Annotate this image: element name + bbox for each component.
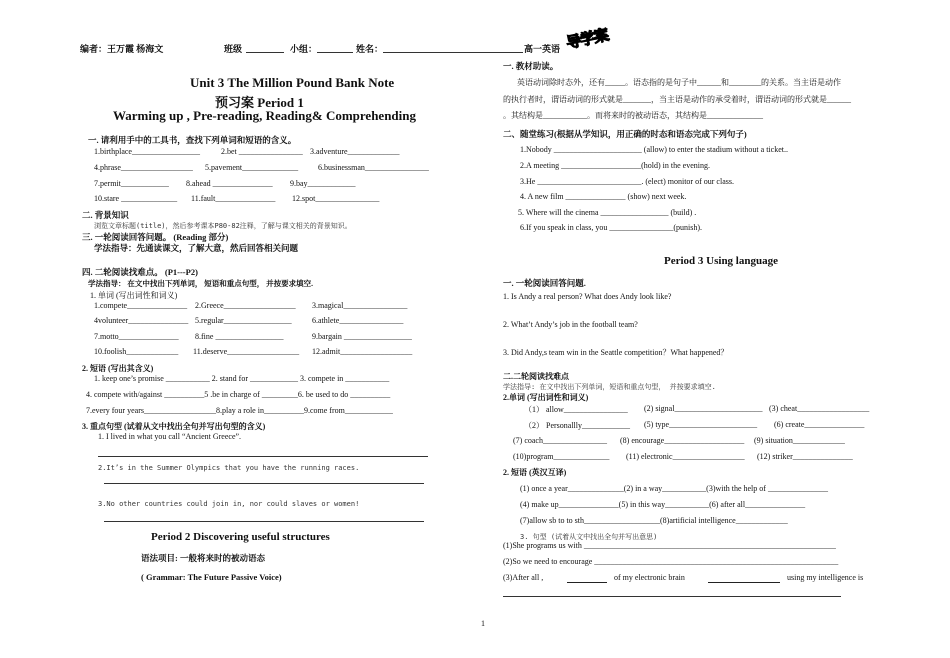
p3-words-title: 2.单词 (写出词性和词义) xyxy=(503,393,589,402)
s1-row2-col1: 4.phrase__________________ xyxy=(94,163,193,172)
period2-grammar: ( Grammar: The Future Passive Voice) xyxy=(141,572,282,582)
page-number: 1 xyxy=(481,619,485,628)
course-label: 高一英语 xyxy=(524,44,561,54)
p3-w-r2c2: (5) type______________________ xyxy=(644,420,758,429)
p3-phrases-row3: (7)allow sb to to sth___________________(8)artificial intelligence_____________ xyxy=(520,516,788,525)
name-field-line xyxy=(383,52,523,53)
s1-row2-col3: 6.businessman________________ xyxy=(318,163,429,172)
r-section1-line2: 的执行者时，谓语动词的形式就是_______，当主语是动作的承受着时，谓语动词的形式就是______ xyxy=(503,95,851,104)
answer-line xyxy=(503,596,841,597)
period3-title: Period 3 Using language xyxy=(664,255,778,267)
r-section1-heading: 一. 教材助读。 xyxy=(503,61,559,71)
p3-w-r3c1: (7) coach________________ xyxy=(513,436,607,445)
s4-w-r3c2: 8.fine _________________ xyxy=(195,332,284,341)
authors-label: 编者：王万霞 杨海文 xyxy=(80,44,164,54)
s4-sentence-3: 3.No other countries could join in, nor could slaves or women! xyxy=(98,500,360,508)
r-section1-line3: 。其结构是___________。而将来时的被动语态，其结构是______________ xyxy=(503,111,763,120)
stamp-logo: 导学案 xyxy=(564,25,610,53)
p3-question-1: 1. Is Andy a real person? What does Andy look like? xyxy=(503,292,672,301)
s4-w-r2c1: 4volunteer_______________ xyxy=(94,316,189,325)
p3-section2-heading: 二.二轮阅读找难点 xyxy=(503,372,569,381)
r-section1-line1: 英语动词除时态外，还有_____。语态指的是句子中______和________的关系。当主语是动作 xyxy=(517,78,841,87)
p3-sentence-3-part2: of my electronic brain xyxy=(614,573,685,582)
s4-phrases-row3: 7.every four years__________________8.play a role in__________9.come from____________ xyxy=(86,406,393,415)
p3-sentences-title: 3. 句型 (试着从文中找出全句并写出意思) xyxy=(520,533,658,541)
s1-row3-col1: 7.permit____________ xyxy=(94,179,169,188)
class-field-line xyxy=(246,52,284,53)
s4-w-r2c2: 5.regular_________________ xyxy=(195,316,292,325)
section2-text: 浏览文章标题(title)，然后参考课本P80-82注释，了解与课文相关的背景知识。 xyxy=(94,222,352,230)
r2-item-5: 5. Where will the cinema _________________ (build) . xyxy=(518,208,697,217)
period1-subtitle: Warming up , Pre-reading, Reading& Comprehending xyxy=(113,108,416,123)
s4-w-r1c2: 2.Greece__________________ xyxy=(195,301,296,310)
s4-sentence-2: 2.It’s in the Summer Olympics that you have the running races. xyxy=(98,464,360,472)
section4-guide: 学法指导： 在文中找出下列单词， 短语和重点句型， 并按要求填空. xyxy=(88,279,313,288)
s4-w-r1c1: 1.compete_______________ xyxy=(94,301,188,310)
blank-line xyxy=(567,573,607,583)
p3-section1-heading: 一. 一轮阅读回答问题. xyxy=(503,278,586,288)
section1-heading: 一. 请利用手中的工具书，查找下列单词和短语的含义。 xyxy=(88,135,297,145)
answer-line xyxy=(104,483,424,484)
s1-row2-col2: 5.pavement______________ xyxy=(205,163,299,172)
group-field-line xyxy=(317,52,353,53)
s1-row4-col2: 11.fault_______________ xyxy=(191,194,276,203)
p3-phrases-row2: (4) make up_______________(5) in this way___________(6) after all_______________ xyxy=(520,500,806,509)
class-label: 班级 xyxy=(224,44,243,54)
s1-row1-col2: 2.bet ________________ xyxy=(221,147,303,156)
s4-w-r4c1: 10.foolish_____________ xyxy=(94,347,179,356)
p3-w-r1c1: （1） allow________________ xyxy=(524,405,628,414)
p3-w-r3c2: (8) encourage____________________ xyxy=(620,436,745,445)
p3-w-r4c3: (12) striker_______________ xyxy=(757,452,853,461)
r2-item-1: 1.Nobody ______________________ (allow) to enter the stadium without a ticket.. xyxy=(520,145,788,154)
s4-phrases-row1: 1. keep one’s promise ___________ 2. stand for ____________ 3. compete in ___________ xyxy=(94,374,390,383)
p3-w-r1c2: (2) signal______________________ xyxy=(644,404,763,413)
s4-words-title: 1. 单词 (写出词性和词义) xyxy=(90,291,178,300)
s4-w-r2c3: 6.athlete________________ xyxy=(312,316,404,325)
p3-w-r2c3: (6) create_______________ xyxy=(774,420,865,429)
p3-w-r1c3: (3) cheat__________________ xyxy=(769,404,870,413)
section3-heading: 三. 一轮阅读回答问题。 (Reading 部分) xyxy=(82,232,229,242)
p3-question-3: 3. Did Andy,s team win in the Seattle competition？What happened？ xyxy=(503,348,729,357)
p3-phrases-row1: (1) once a year______________(2) in a way___________(3)with the help of _______________ xyxy=(520,484,828,493)
p3-sentence-2: (2)So we need to encourage _____________________________________________________________ xyxy=(503,557,839,566)
r2-item-4: 4. A new film _______________ (show) next week. xyxy=(520,192,687,201)
r2-item-6: 6.If you speak in class, you ________________(punish). xyxy=(520,223,702,232)
s1-row1-col3: 3.adventure_____________ xyxy=(310,147,400,156)
preview-title: 预习案 Period 1 xyxy=(215,95,304,110)
period2-title: Period 2 Discovering useful structures xyxy=(151,531,330,543)
blank-line xyxy=(708,573,780,583)
s4-w-r1c3: 3.magical________________ xyxy=(312,301,408,310)
unit-title: Unit 3 The Million Pound Bank Note xyxy=(190,75,395,90)
s1-row4-col3: 12.spot________________ xyxy=(292,194,380,203)
s4-w-r3c1: 7.motto_______________ xyxy=(94,332,179,341)
p3-w-r4c1: (10)program______________ xyxy=(513,452,610,461)
p3-question-2: 2. What’t Andy’s job in the football team? xyxy=(503,320,638,329)
r2-item-3: 3.He __________________________. (elect) monitor of our class. xyxy=(520,177,734,186)
p3-w-r3c3: (9) situation_____________ xyxy=(754,436,845,445)
s1-row3-col3: 9.bay____________ xyxy=(290,179,356,188)
s4-phrases-row2: 4. compete with/against __________5 .be in charge of _________6. be used to do __________ xyxy=(86,390,391,399)
p3-sentence-1: (1)She programs us with _______________________________________________________________ xyxy=(503,541,836,550)
p3-section2-guide: 学法指导: 在文中找出下列单词，短语和重点句型， 并按要求填空. xyxy=(503,383,716,391)
s4-w-r4c3: 12.admit__________________ xyxy=(312,347,413,356)
s1-row1-col1: 1.birthplace_________________ xyxy=(94,147,200,156)
p3-phrases-title: 2. 短语 (英汉互译) xyxy=(503,468,567,477)
name-label: 姓名： xyxy=(356,44,384,54)
r2-item-2: 2.A meeting ____________________(hold) in the evening. xyxy=(520,161,710,170)
period2-topic: 语法项目: 一般将来时的被动语态 xyxy=(141,553,265,563)
s4-w-r4c2: 11.deserve__________________ xyxy=(193,347,300,356)
r-section2-heading: 二、随堂练习(根据从学知识，用正确的时态和语态完成下列句子) xyxy=(503,129,747,139)
s1-row4-col1: 10.stare ______________ xyxy=(94,194,178,203)
answer-line xyxy=(104,521,424,522)
section2-heading: 二. 背景知识 xyxy=(82,210,129,220)
p3-sentence-3-part1: (3)After all , xyxy=(503,573,544,582)
answer-line xyxy=(98,456,428,457)
section4-heading: 四. 二轮阅读找难点。 (P1---P2) xyxy=(82,267,198,277)
s4-sentence-1: 1. I lived in what you call “Ancient Greece”. xyxy=(98,432,242,441)
p3-w-r4c2: (11) electronic__________________ xyxy=(626,452,745,461)
s4-phrases-title: 2. 短语 (写出其含义) xyxy=(82,364,154,373)
group-label: 小组： xyxy=(290,44,318,54)
s1-row3-col2: 8.ahead _______________ xyxy=(186,179,273,188)
s4-sentences-title: 3. 重点句型 (试着从文中找出全句并写出句型的含义) xyxy=(82,422,266,431)
s4-w-r3c3: 9.bargain _________________ xyxy=(312,332,412,341)
p3-w-r2c1: （2） Personallly____________ xyxy=(524,421,630,430)
section3-text: 学法指导：先通读课文，了解大意，然后回答相关问题 xyxy=(94,243,299,253)
p3-sentence-3-part3: using my intelligence is xyxy=(787,573,864,582)
